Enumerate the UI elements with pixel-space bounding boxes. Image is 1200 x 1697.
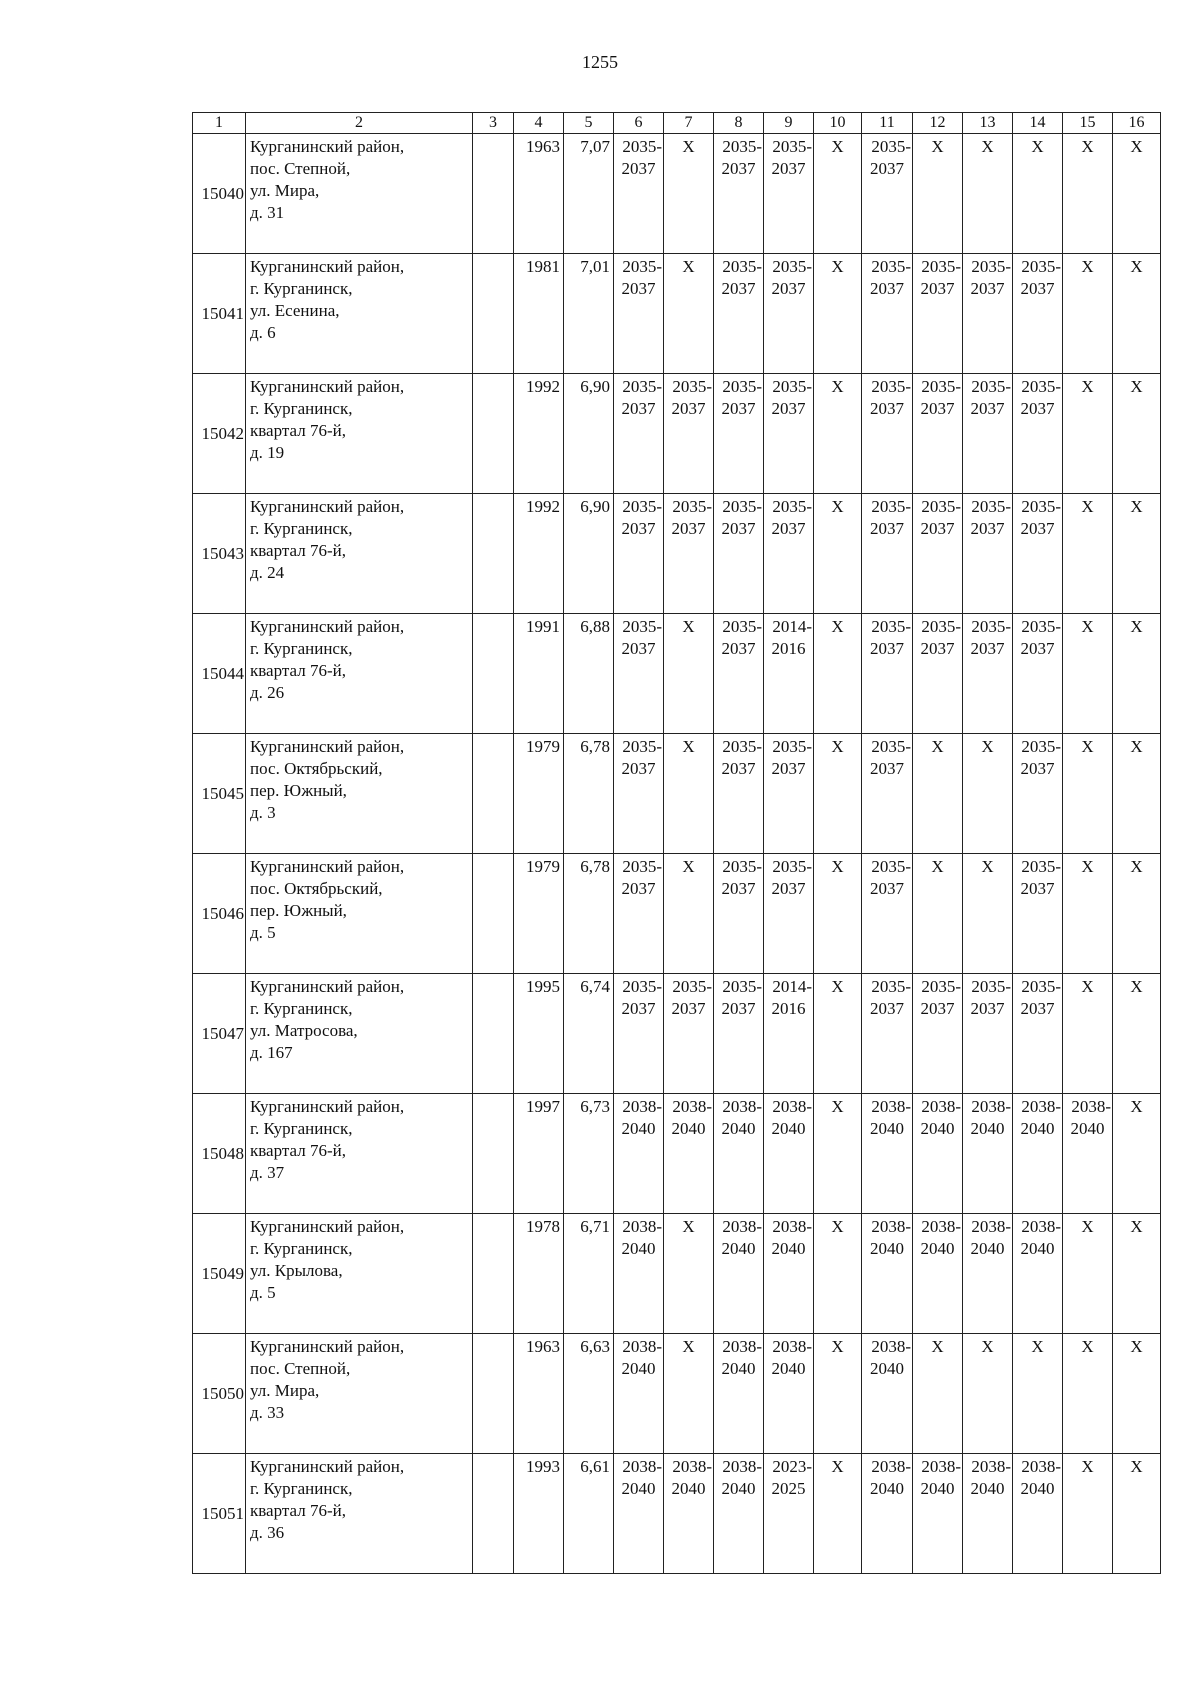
period-cell-col-14: 2035- 2037 xyxy=(1013,854,1063,974)
column-header-3: 3 xyxy=(473,113,514,134)
address-line: квартал 76-й, xyxy=(250,421,346,440)
period-cell-col-11: 2038- 2040 xyxy=(862,1214,913,1334)
column-3-cell xyxy=(473,494,514,614)
table-row xyxy=(193,974,1161,1094)
address-line: ул. Крылова, xyxy=(250,1261,343,1280)
period-cell-col-11: 2035- 2037 xyxy=(862,854,913,974)
period-cell-col-16: X xyxy=(1113,1334,1161,1454)
period-cell-col-12: 2035- 2037 xyxy=(913,254,963,374)
period-cell-col-14: 2035- 2037 xyxy=(1013,494,1063,614)
year-cell: 1978 xyxy=(514,1214,564,1334)
table-row xyxy=(193,854,1161,974)
period-cell-col-8: 2038- 2040 xyxy=(714,1334,764,1454)
page-number: 1255 xyxy=(582,52,618,72)
period-cell-col-16: X xyxy=(1113,974,1161,1094)
period-cell-col-16: X xyxy=(1113,614,1161,734)
year-cell: 1993 xyxy=(514,1454,564,1574)
period-cell-col-16: X xyxy=(1113,494,1161,614)
column-header-11: 11 xyxy=(862,113,913,134)
address-line: Курганинский район, xyxy=(250,1217,405,1236)
year-cell: 1981 xyxy=(514,254,564,374)
period-cell-col-6: 2035- 2037 xyxy=(614,854,664,974)
address-line: д. 26 xyxy=(250,683,285,702)
address-line: Курганинский район, xyxy=(250,617,405,636)
period-cell-col-6: 2038- 2040 xyxy=(614,1214,664,1334)
value-cell: 6,78 xyxy=(564,854,614,974)
address-line: г. Курганинск, xyxy=(250,279,353,298)
period-cell-col-9: 2035- 2037 xyxy=(764,494,814,614)
column-header-1: 1 xyxy=(193,113,246,134)
period-cell-col-7: 2035- 2037 xyxy=(664,974,714,1094)
value-cell: 6,63 xyxy=(564,1334,614,1454)
address-line: Курганинский район, xyxy=(250,497,405,516)
column-header-14: 14 xyxy=(1013,113,1063,134)
period-cell-col-14: 2035- 2037 xyxy=(1013,974,1063,1094)
table-row xyxy=(193,494,1161,614)
value-cell: 6,90 xyxy=(564,494,614,614)
period-cell-col-16: X xyxy=(1113,254,1161,374)
period-cell-col-7: 2035- 2037 xyxy=(664,494,714,614)
period-cell-col-7: X xyxy=(664,854,714,974)
period-cell-col-10: X xyxy=(814,734,862,854)
address-line: ул. Мира, xyxy=(250,181,320,200)
table-row xyxy=(193,254,1161,374)
address-line: д. 33 xyxy=(250,1403,285,1422)
period-cell-col-9: 2038- 2040 xyxy=(764,1094,814,1214)
period-cell-col-10: X xyxy=(814,854,862,974)
record-number: 15051 xyxy=(193,1454,246,1574)
address-line: пер. Южный, xyxy=(250,901,347,920)
period-cell-col-13: 2035- 2037 xyxy=(963,254,1013,374)
year-cell: 1963 xyxy=(514,134,564,254)
value-cell: 7,07 xyxy=(564,134,614,254)
period-cell-col-13: 2035- 2037 xyxy=(963,614,1013,734)
period-cell-col-13: 2035- 2037 xyxy=(963,494,1013,614)
record-number: 15048 xyxy=(193,1094,246,1214)
address-line: ул. Есенина, xyxy=(250,301,340,320)
record-number: 15041 xyxy=(193,254,246,374)
address-line: д. 3 xyxy=(250,803,276,822)
column-header-12: 12 xyxy=(913,113,963,134)
column-header-15: 15 xyxy=(1063,113,1113,134)
table-row xyxy=(193,1454,1161,1574)
address-line: Курганинский район, xyxy=(250,1337,405,1356)
period-cell-col-9: 2035- 2037 xyxy=(764,734,814,854)
column-header-4: 4 xyxy=(514,113,564,134)
year-cell: 1995 xyxy=(514,974,564,1094)
period-cell-col-15: X xyxy=(1063,254,1113,374)
record-number: 15040 xyxy=(193,134,246,254)
period-cell-col-14: X xyxy=(1013,1334,1063,1454)
period-cell-col-15: X xyxy=(1063,1454,1113,1574)
value-cell: 6,88 xyxy=(564,614,614,734)
address-line: д. 6 xyxy=(250,323,276,342)
address-cell xyxy=(246,134,473,254)
period-cell-col-13: X xyxy=(963,734,1013,854)
period-cell-col-13: 2038- 2040 xyxy=(963,1214,1013,1334)
column-header-16: 16 xyxy=(1113,113,1161,134)
column-header-9: 9 xyxy=(764,113,814,134)
column-3-cell xyxy=(473,134,514,254)
period-cell-col-15: 2038- 2040 xyxy=(1063,1094,1113,1214)
value-cell: 6,61 xyxy=(564,1454,614,1574)
address-cell xyxy=(246,1454,473,1574)
address-line: Курганинский район, xyxy=(250,137,405,156)
value-cell: 7,01 xyxy=(564,254,614,374)
period-cell-col-15: X xyxy=(1063,854,1113,974)
year-cell: 1997 xyxy=(514,1094,564,1214)
period-cell-col-14: 2038- 2040 xyxy=(1013,1094,1063,1214)
column-3-cell xyxy=(473,254,514,374)
period-cell-col-9: 2038- 2040 xyxy=(764,1334,814,1454)
address-cell xyxy=(246,254,473,374)
period-cell-col-12: 2038- 2040 xyxy=(913,1214,963,1334)
period-cell-col-7: X xyxy=(664,1214,714,1334)
column-3-cell xyxy=(473,1454,514,1574)
period-cell-col-10: X xyxy=(814,494,862,614)
period-cell-col-14: X xyxy=(1013,134,1063,254)
period-cell-col-13: X xyxy=(963,854,1013,974)
address-cell xyxy=(246,974,473,1094)
period-cell-col-16: X xyxy=(1113,134,1161,254)
period-cell-col-12: X xyxy=(913,734,963,854)
period-cell-col-15: X xyxy=(1063,974,1113,1094)
year-cell: 1979 xyxy=(514,854,564,974)
address-line: д. 5 xyxy=(250,923,276,942)
record-number: 15044 xyxy=(193,614,246,734)
address-line: г. Курганинск, xyxy=(250,399,353,418)
year-cell: 1992 xyxy=(514,374,564,494)
period-cell-col-11: 2035- 2037 xyxy=(862,494,913,614)
address-line: Курганинский район, xyxy=(250,377,405,396)
year-cell: 1979 xyxy=(514,734,564,854)
address-line: квартал 76-й, xyxy=(250,661,346,680)
period-cell-col-12: X xyxy=(913,134,963,254)
column-3-cell xyxy=(473,734,514,854)
period-cell-col-8: 2035- 2037 xyxy=(714,854,764,974)
period-cell-col-9: 2035- 2037 xyxy=(764,854,814,974)
record-number: 15046 xyxy=(193,854,246,974)
period-cell-col-7: 2038- 2040 xyxy=(664,1094,714,1214)
address-line: Курганинский район, xyxy=(250,1097,405,1116)
year-cell: 1992 xyxy=(514,494,564,614)
period-cell-col-16: X xyxy=(1113,1214,1161,1334)
period-cell-col-6: 2038- 2040 xyxy=(614,1454,664,1574)
period-cell-col-10: X xyxy=(814,254,862,374)
period-cell-col-10: X xyxy=(814,1094,862,1214)
address-line: г. Курганинск, xyxy=(250,1239,353,1258)
address-line: ул. Матросова, xyxy=(250,1021,358,1040)
period-cell-col-10: X xyxy=(814,1454,862,1574)
table-row xyxy=(193,134,1161,254)
period-cell-col-11: 2038- 2040 xyxy=(862,1454,913,1574)
address-line: Курганинский район, xyxy=(250,1457,405,1476)
period-cell-col-11: 2035- 2037 xyxy=(862,734,913,854)
value-cell: 6,73 xyxy=(564,1094,614,1214)
period-cell-col-6: 2035- 2037 xyxy=(614,494,664,614)
period-cell-col-6: 2035- 2037 xyxy=(614,134,664,254)
address-cell xyxy=(246,734,473,854)
column-header-7: 7 xyxy=(664,113,714,134)
column-3-cell xyxy=(473,1214,514,1334)
address-line: г. Курганинск, xyxy=(250,1479,353,1498)
period-cell-col-15: X xyxy=(1063,1214,1113,1334)
address-line: пос. Степной, xyxy=(250,159,351,178)
address-line: д. 31 xyxy=(250,203,285,222)
period-cell-col-13: 2038- 2040 xyxy=(963,1454,1013,1574)
period-cell-col-12: X xyxy=(913,1334,963,1454)
period-cell-col-12: 2038- 2040 xyxy=(913,1454,963,1574)
period-cell-col-12: 2035- 2037 xyxy=(913,974,963,1094)
address-line: пос. Степной, xyxy=(250,1359,351,1378)
address-line: д. 36 xyxy=(250,1523,285,1542)
period-cell-col-6: 2035- 2037 xyxy=(614,734,664,854)
address-line: д. 19 xyxy=(250,443,285,462)
period-cell-col-9: 2035- 2037 xyxy=(764,134,814,254)
record-number: 15049 xyxy=(193,1214,246,1334)
address-cell xyxy=(246,1214,473,1334)
period-cell-col-9: 2023- 2025 xyxy=(764,1454,814,1574)
period-cell-col-13: X xyxy=(963,134,1013,254)
period-cell-col-15: X xyxy=(1063,494,1113,614)
period-cell-col-14: 2035- 2037 xyxy=(1013,254,1063,374)
address-cell xyxy=(246,1334,473,1454)
column-3-cell xyxy=(473,614,514,734)
address-line: д. 5 xyxy=(250,1283,276,1302)
table-header-row xyxy=(193,113,1161,134)
address-line: Курганинский район, xyxy=(250,737,405,756)
register-table xyxy=(192,112,1161,1574)
column-3-cell xyxy=(473,854,514,974)
value-cell: 6,71 xyxy=(564,1214,614,1334)
period-cell-col-7: 2038- 2040 xyxy=(664,1454,714,1574)
period-cell-col-11: 2035- 2037 xyxy=(862,974,913,1094)
period-cell-col-9: 2014- 2016 xyxy=(764,974,814,1094)
period-cell-col-13: 2038- 2040 xyxy=(963,1094,1013,1214)
address-line: г. Курганинск, xyxy=(250,639,353,658)
period-cell-col-7: X xyxy=(664,134,714,254)
column-header-5: 5 xyxy=(564,113,614,134)
period-cell-col-7: X xyxy=(664,254,714,374)
period-cell-col-8: 2035- 2037 xyxy=(714,974,764,1094)
table-row xyxy=(193,614,1161,734)
address-cell xyxy=(246,374,473,494)
period-cell-col-11: 2035- 2037 xyxy=(862,614,913,734)
period-cell-col-15: X xyxy=(1063,1334,1113,1454)
period-cell-col-11: 2035- 2037 xyxy=(862,134,913,254)
period-cell-col-8: 2038- 2040 xyxy=(714,1094,764,1214)
record-number: 15050 xyxy=(193,1334,246,1454)
value-cell: 6,74 xyxy=(564,974,614,1094)
period-cell-col-16: X xyxy=(1113,854,1161,974)
table-row xyxy=(193,374,1161,494)
period-cell-col-7: X xyxy=(664,614,714,734)
period-cell-col-10: X xyxy=(814,974,862,1094)
period-cell-col-16: X xyxy=(1113,1454,1161,1574)
column-header-13: 13 xyxy=(963,113,1013,134)
period-cell-col-12: 2038- 2040 xyxy=(913,1094,963,1214)
period-cell-col-7: X xyxy=(664,1334,714,1454)
address-cell xyxy=(246,1094,473,1214)
address-line: пос. Октябрьский, xyxy=(250,759,383,778)
period-cell-col-15: X xyxy=(1063,134,1113,254)
period-cell-col-13: 2035- 2037 xyxy=(963,974,1013,1094)
record-number: 15042 xyxy=(193,374,246,494)
address-cell xyxy=(246,614,473,734)
period-cell-col-13: X xyxy=(963,1334,1013,1454)
period-cell-col-9: 2035- 2037 xyxy=(764,254,814,374)
period-cell-col-8: 2035- 2037 xyxy=(714,254,764,374)
period-cell-col-16: X xyxy=(1113,734,1161,854)
period-cell-col-10: X xyxy=(814,134,862,254)
record-number: 15043 xyxy=(193,494,246,614)
period-cell-col-15: X xyxy=(1063,374,1113,494)
period-cell-col-12: 2035- 2037 xyxy=(913,374,963,494)
period-cell-col-9: 2035- 2037 xyxy=(764,374,814,494)
address-cell xyxy=(246,494,473,614)
period-cell-col-12: X xyxy=(913,854,963,974)
period-cell-col-14: 2038- 2040 xyxy=(1013,1214,1063,1334)
period-cell-col-6: 2035- 2037 xyxy=(614,974,664,1094)
record-number: 15047 xyxy=(193,974,246,1094)
period-cell-col-11: 2038- 2040 xyxy=(862,1094,913,1214)
address-line: д. 37 xyxy=(250,1163,285,1182)
column-3-cell xyxy=(473,1094,514,1214)
table-row xyxy=(193,734,1161,854)
column-header-10: 10 xyxy=(814,113,862,134)
table-row xyxy=(193,1094,1161,1214)
record-number: 15045 xyxy=(193,734,246,854)
address-line: Курганинский район, xyxy=(250,257,405,276)
address-line: г. Курганинск, xyxy=(250,519,353,538)
period-cell-col-10: X xyxy=(814,374,862,494)
period-cell-col-14: 2038- 2040 xyxy=(1013,1454,1063,1574)
address-line: Курганинский район, xyxy=(250,857,405,876)
period-cell-col-10: X xyxy=(814,1334,862,1454)
period-cell-col-6: 2038- 2040 xyxy=(614,1334,664,1454)
table-row xyxy=(193,1334,1161,1454)
address-line: г. Курганинск, xyxy=(250,999,353,1018)
period-cell-col-16: X xyxy=(1113,374,1161,494)
address-line: г. Курганинск, xyxy=(250,1119,353,1138)
value-cell: 6,90 xyxy=(564,374,614,494)
period-cell-col-15: X xyxy=(1063,614,1113,734)
period-cell-col-9: 2038- 2040 xyxy=(764,1214,814,1334)
period-cell-col-15: X xyxy=(1063,734,1113,854)
period-cell-col-8: 2038- 2040 xyxy=(714,1214,764,1334)
period-cell-col-12: 2035- 2037 xyxy=(913,614,963,734)
period-cell-col-8: 2038- 2040 xyxy=(714,1454,764,1574)
address-cell xyxy=(246,854,473,974)
period-cell-col-10: X xyxy=(814,1214,862,1334)
period-cell-col-9: 2014- 2016 xyxy=(764,614,814,734)
period-cell-col-14: 2035- 2037 xyxy=(1013,374,1063,494)
period-cell-col-6: 2038- 2040 xyxy=(614,1094,664,1214)
period-cell-col-11: 2038- 2040 xyxy=(862,1334,913,1454)
address-line: квартал 76-й, xyxy=(250,1141,346,1160)
column-3-cell xyxy=(473,374,514,494)
period-cell-col-8: 2035- 2037 xyxy=(714,494,764,614)
address-line: Курганинский район, xyxy=(250,977,405,996)
period-cell-col-14: 2035- 2037 xyxy=(1013,614,1063,734)
value-cell: 6,78 xyxy=(564,734,614,854)
period-cell-col-7: 2035- 2037 xyxy=(664,374,714,494)
period-cell-col-11: 2035- 2037 xyxy=(862,374,913,494)
address-line: пос. Октябрьский, xyxy=(250,879,383,898)
year-cell: 1991 xyxy=(514,614,564,734)
period-cell-col-16: X xyxy=(1113,1094,1161,1214)
period-cell-col-6: 2035- 2037 xyxy=(614,254,664,374)
period-cell-col-8: 2035- 2037 xyxy=(714,734,764,854)
address-line: д. 167 xyxy=(250,1043,293,1062)
year-cell: 1963 xyxy=(514,1334,564,1454)
address-line: квартал 76-й, xyxy=(250,1501,346,1520)
period-cell-col-13: 2035- 2037 xyxy=(963,374,1013,494)
period-cell-col-8: 2035- 2037 xyxy=(714,374,764,494)
address-line: квартал 76-й, xyxy=(250,541,346,560)
column-3-cell xyxy=(473,974,514,1094)
period-cell-col-11: 2035- 2037 xyxy=(862,254,913,374)
column-header-2: 2 xyxy=(246,113,473,134)
period-cell-col-12: 2035- 2037 xyxy=(913,494,963,614)
address-line: д. 24 xyxy=(250,563,285,582)
period-cell-col-6: 2035- 2037 xyxy=(614,374,664,494)
column-header-6: 6 xyxy=(614,113,664,134)
column-3-cell xyxy=(473,1334,514,1454)
address-line: пер. Южный, xyxy=(250,781,347,800)
period-cell-col-7: X xyxy=(664,734,714,854)
table-row xyxy=(193,1214,1161,1334)
address-line: ул. Мира, xyxy=(250,1381,320,1400)
period-cell-col-8: 2035- 2037 xyxy=(714,614,764,734)
column-header-8: 8 xyxy=(714,113,764,134)
period-cell-col-10: X xyxy=(814,614,862,734)
period-cell-col-6: 2035- 2037 xyxy=(614,614,664,734)
period-cell-col-14: 2035- 2037 xyxy=(1013,734,1063,854)
period-cell-col-8: 2035- 2037 xyxy=(714,134,764,254)
